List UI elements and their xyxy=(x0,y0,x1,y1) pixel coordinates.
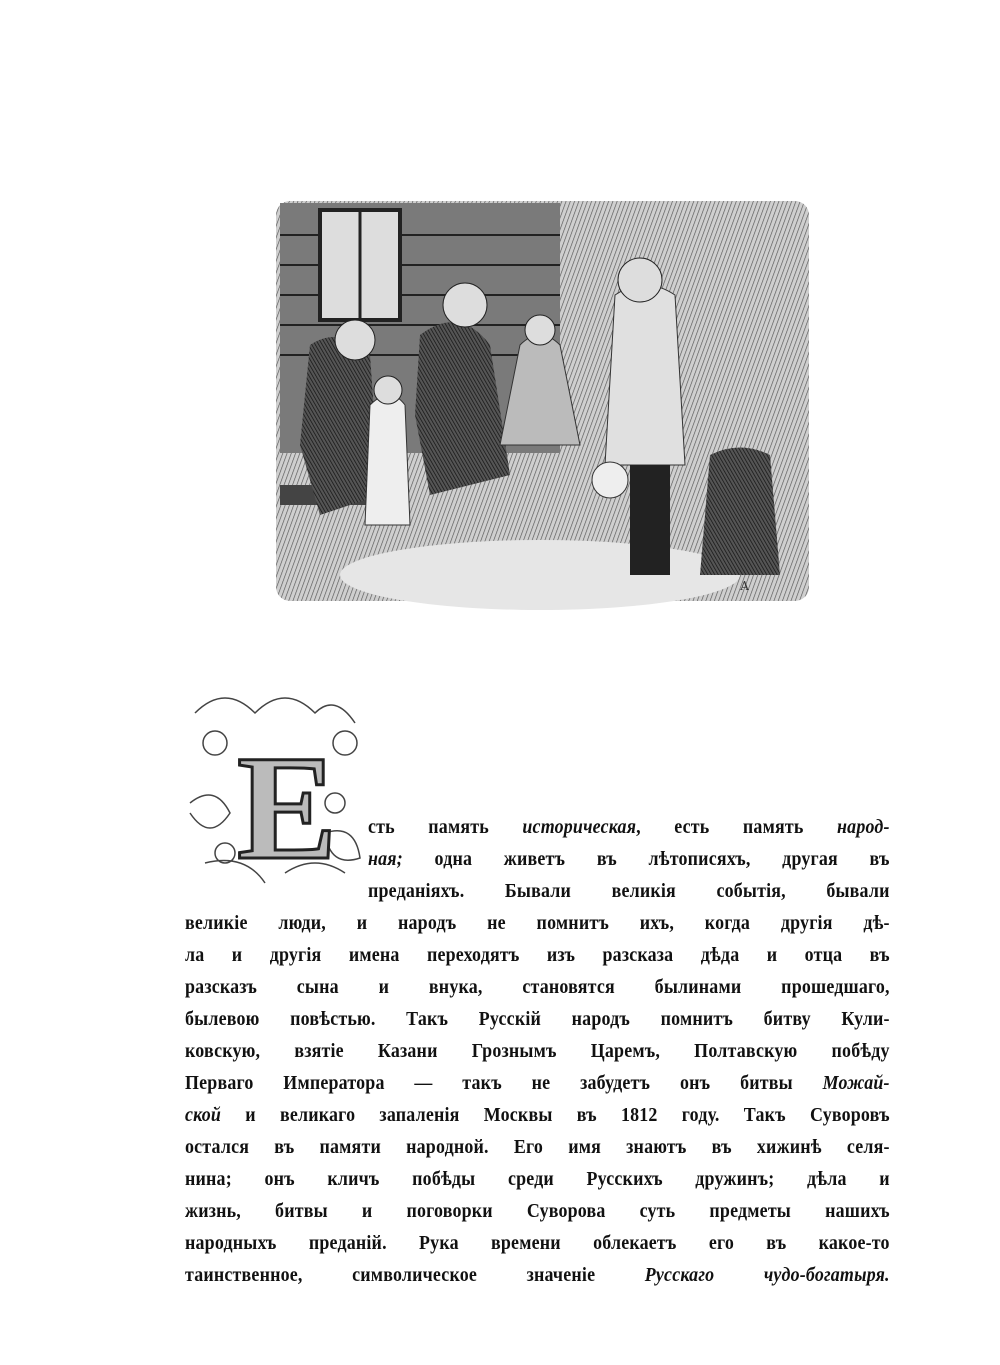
text-segment: ла и другiя имена переходятъ изъ разсказа дѣда и отца въ xyxy=(185,945,890,966)
text-line xyxy=(368,844,890,876)
body-text xyxy=(185,812,890,1292)
italic-text: ная; xyxy=(368,849,403,870)
text-segment: одна живетъ въ лѣтописяхъ, другая въ xyxy=(402,849,890,870)
drop-cap-letter: Е xyxy=(237,725,338,891)
italic-text: Можай- xyxy=(822,1073,890,1094)
text-segment: сть память xyxy=(368,817,523,838)
text-line xyxy=(185,1036,890,1068)
text-segment: преданiяхъ. Бывали великiя событiя, бывали xyxy=(368,881,890,902)
text-line xyxy=(368,876,890,908)
text-segment: жизнь, битвы и поговорки Суворова суть предметы нашихъ xyxy=(185,1201,890,1222)
young-man xyxy=(605,285,685,465)
baby xyxy=(592,462,628,498)
text-segment: таинственное, символическое значенiе xyxy=(185,1265,645,1286)
text-segment: , есть память xyxy=(636,817,838,838)
text-line xyxy=(185,1132,890,1164)
text-line xyxy=(185,972,890,1004)
text-segment: ковскую, взятiе Казани Грознымъ Царемъ, Полтавскую побѣду xyxy=(185,1041,890,1062)
text-segment: великiе люди, и народъ не помнитъ ихъ, когда другiя дѣ- xyxy=(185,913,890,934)
text-line xyxy=(185,1100,890,1132)
italic-text: Русскаго чудо-богатыря. xyxy=(644,1265,890,1286)
text-line xyxy=(185,908,890,940)
text-line xyxy=(368,812,890,844)
engraving-illustration xyxy=(270,195,815,610)
italic-text: народ- xyxy=(837,817,890,838)
svg-text:А: А xyxy=(740,579,750,593)
text-line xyxy=(185,1260,890,1292)
text-segment: разсказъ сына и внука, становятся былинами прошедшаго, xyxy=(185,977,890,998)
text-segment: нина; онъ кличъ побѣды среди Русскихъ дружинъ; дѣла и xyxy=(185,1169,890,1190)
text-line xyxy=(185,1164,890,1196)
text-segment: Перваго Императора — такъ не забудетъ онъ битвы xyxy=(185,1073,823,1094)
text-line xyxy=(185,1004,890,1036)
text-line xyxy=(185,1196,890,1228)
child xyxy=(365,395,410,525)
italic-text: историческая xyxy=(522,817,637,838)
stump xyxy=(700,448,780,576)
text-line xyxy=(185,940,890,972)
ground xyxy=(340,540,740,610)
text-segment: былевою повѣстью. Такъ Русскiй народъ помнитъ битву Кули- xyxy=(185,1009,890,1030)
text-line xyxy=(185,1068,890,1100)
text-segment: народныхъ преданiй. Рука времени облекаетъ его въ какое-то xyxy=(185,1233,890,1254)
text-line xyxy=(185,1228,890,1260)
text-segment: и великаго запаленiя Москвы въ 1812 году. Такъ Суворовъ xyxy=(221,1105,890,1126)
text-segment: остался въ памяти народной. Его имя знаютъ въ хижинѣ селя- xyxy=(185,1137,890,1158)
italic-text: ской xyxy=(185,1105,222,1126)
